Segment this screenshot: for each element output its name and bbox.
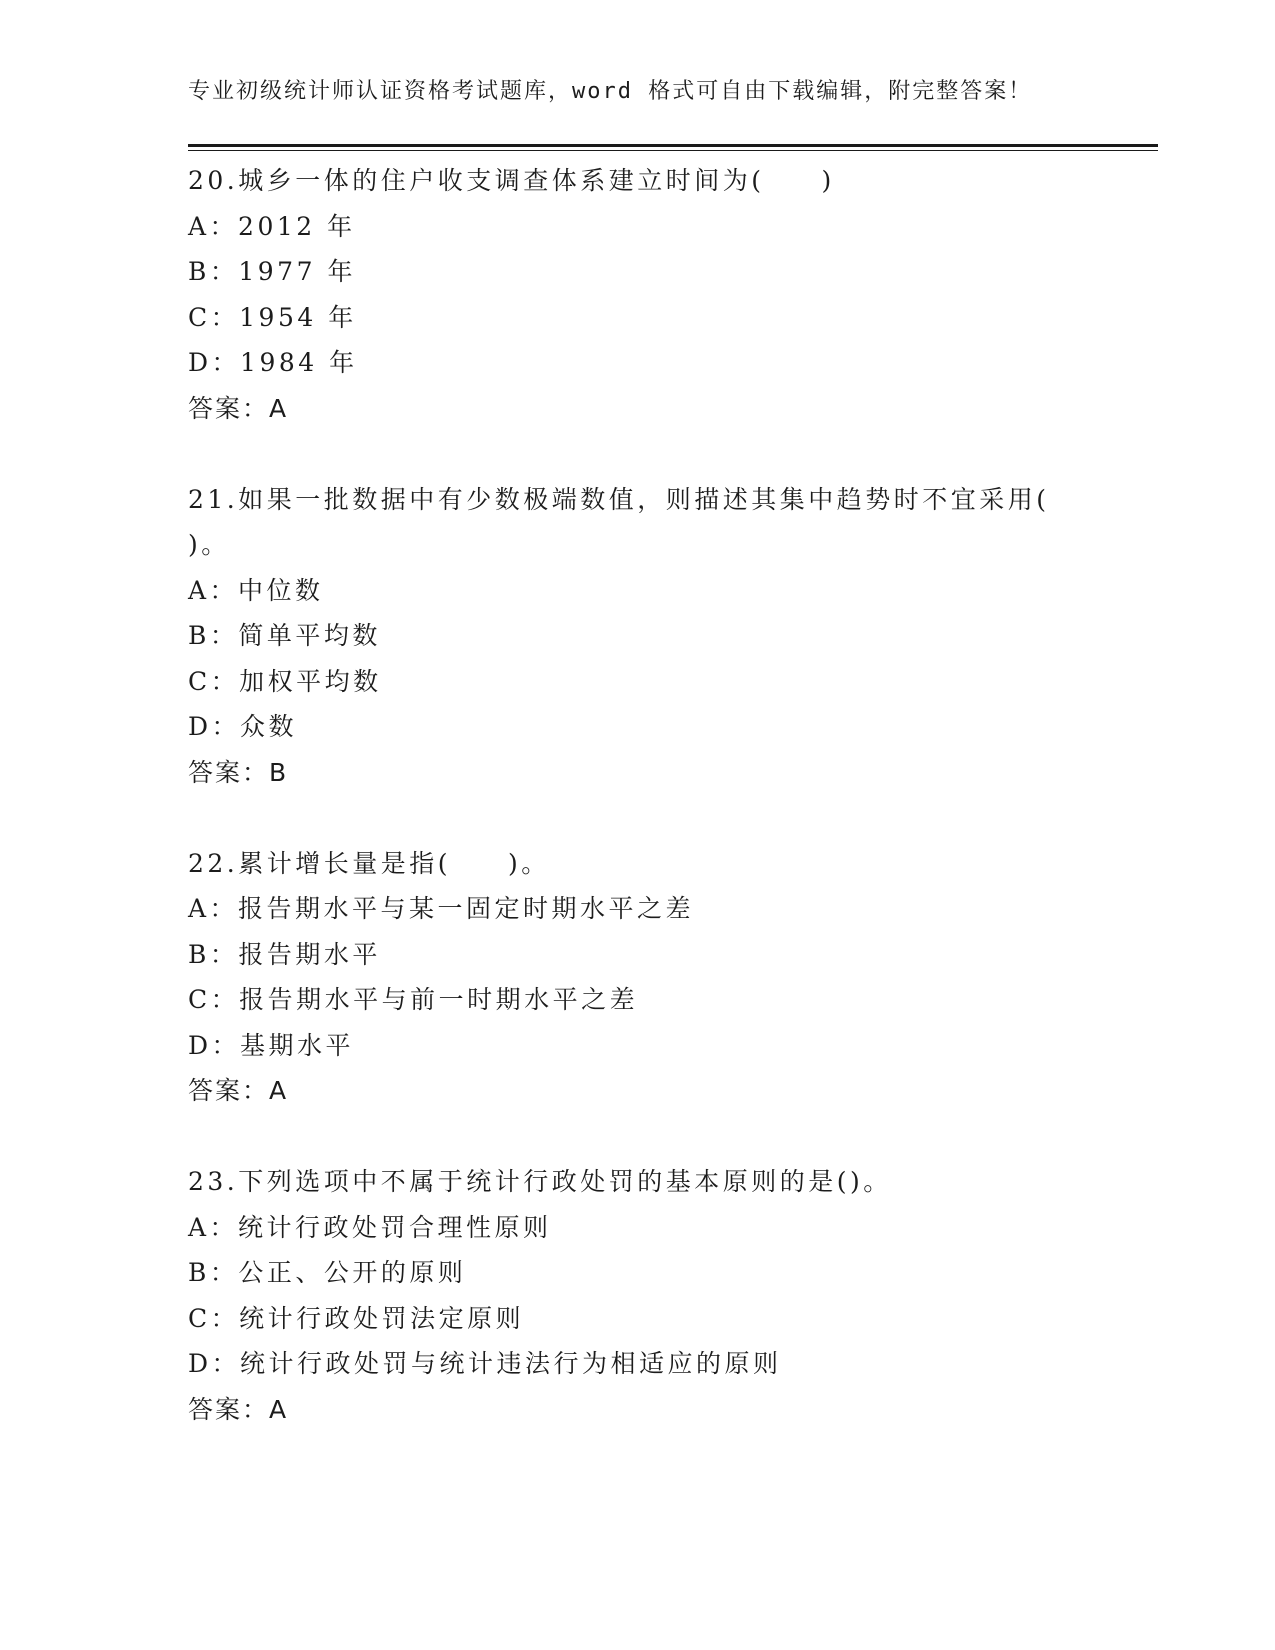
question-text-continued: )。 xyxy=(188,530,230,559)
page-header: 专业初级统计师认证资格考试题库，word 格式可自由下载编辑，附完整答案！ xyxy=(188,79,1033,104)
option-a: A：统计行政处罚合理性原则 xyxy=(188,1212,552,1242)
question-text: 23.下列选项中不属于统计行政处罚的基本原则的是()。 xyxy=(188,1167,892,1196)
question-spacer xyxy=(188,1114,1088,1160)
option-c: C：统计行政处罚法定原则 xyxy=(188,1303,525,1333)
option-a: A：中位数 xyxy=(188,575,324,605)
answer-text: 答案：A xyxy=(188,1394,289,1424)
question-block xyxy=(188,1159,1088,1432)
question-spacer xyxy=(188,431,1088,477)
option-a: A：2012 年 xyxy=(188,211,356,241)
answer-text: 答案：A xyxy=(188,1076,289,1105)
option-c: C：加权平均数 xyxy=(188,666,382,696)
question-text: 21.如果一批数据中有少数极端数值，则描述其集中趋势时不宜采用( xyxy=(188,484,1050,514)
question-list xyxy=(188,158,1088,1432)
question-spacer xyxy=(188,795,1088,841)
option-b: B：简单平均数 xyxy=(188,621,381,650)
header-rule-thick xyxy=(188,144,1158,147)
question-block xyxy=(188,841,1088,1114)
option-c: C：报告期水平与前一时期水平之差 xyxy=(188,985,639,1014)
question-block xyxy=(188,477,1088,796)
option-c: C：1954 年 xyxy=(188,302,357,332)
option-b: B：公正、公开的原则 xyxy=(188,1258,467,1287)
question-text: 20.城乡一体的住户收支调查体系建立时间为( ) xyxy=(188,166,835,195)
option-d: D：众数 xyxy=(188,712,298,741)
answer-text: 答案：A xyxy=(188,393,289,423)
option-d: D：基期水平 xyxy=(188,1030,355,1060)
question-block xyxy=(188,158,1088,431)
option-d: D：1984 年 xyxy=(188,348,358,377)
option-b: B：1977 年 xyxy=(188,257,356,286)
option-d: D：统计行政处罚与统计违法行为相适应的原则 xyxy=(188,1349,782,1378)
option-b: B：报告期水平 xyxy=(188,939,381,969)
question-text: 22.累计增长量是指( )。 xyxy=(188,848,550,878)
answer-text: 答案：B xyxy=(188,757,289,787)
option-a: A：报告期水平与某一固定时期水平之差 xyxy=(188,894,695,923)
header-rule-thin xyxy=(188,150,1158,151)
